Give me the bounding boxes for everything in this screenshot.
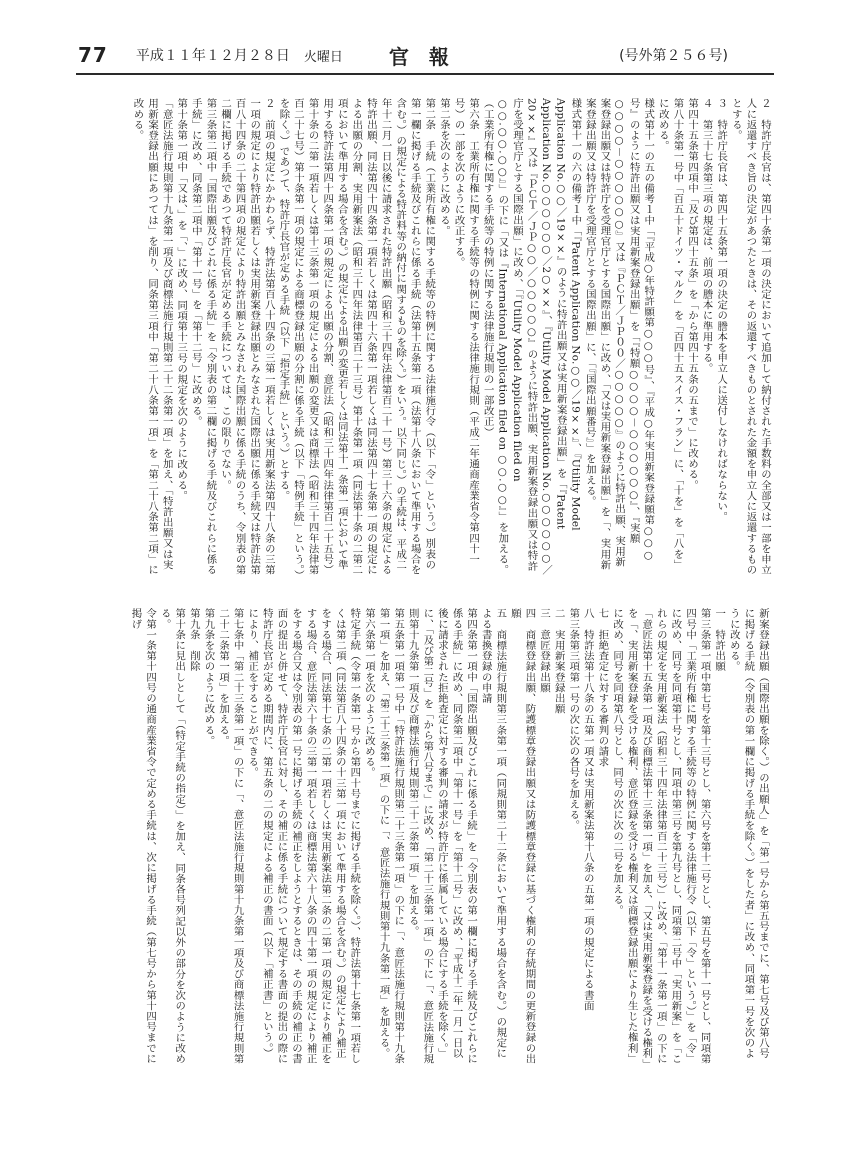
weekday: 火曜日	[303, 49, 343, 65]
header-rule	[76, 73, 774, 75]
page-number: 77	[78, 43, 108, 67]
issue-number: (号外第２５６号)	[619, 48, 728, 64]
publication-date: 平成１１年１２月２８日	[135, 48, 290, 64]
lower-text-block: 新案登録出願（国際出願を除く。）の出願人」を「第一号から第五号までに、第七号及び第八号に掲げる手続（令別表の第一欄に掲げる手続を除く。）をした者」に改め、同項第一号を次のように改める。 一 特許出願 第三条第一項中第七号を第十三号とし、第六号を第十二号とし、第五号を第十一号とし、同項第四号中「工業所有権に関する手続等の特例に関する法律施行令（以下「令」という。）」を「令」に改め、同号を同項第十号とし、同項中第三号を第九号とし、同項第二号中「実用新案」を「これらの規定を実用新案法（昭和三十四年法律第百二十三号）」に改め、「第十一条第一項」の下に「意匠法第十五条第一項及び商標法第十三条第一項」を加え、「又は実用新案登録を受ける権利」を「、実用新案登録を受ける権利、意匠登録を受ける権利又は商標登録出願により生じた権利」に改め、同号を同項第八号とし、同号の次に次の二号を加える。 七 拒絶査定に対する審判の請求 八 特許法第十八条の五第一項又は実用新案法第十八条の五第一項の規定による書面 第三条第三項第一号の次に次の各号を加える。 二 実用新案登録出願 三 意匠登録出願 四 商標登録出願、防護標章登録出願又は防護標章登録に基づく権利の存続期間の更新登録の出願 五 商標法施行規則第三条第一項（同規則第二十二条において準用する場合を含む。）の規定による書換登録の申請 第四条第一項中「国際出願及びこれに係る手続」を「令別表の第一欄に掲げる手続及びこれらに係る手続」に改め、同条第二項中「第十一号」を「第十二号」に改め、「平成十二年一月一日以後に請求された拒絶査定に対する審判の請求が特許庁に係属している場合にする手続を除く。」に、「及び第二号」を「から第八号まで」に改め、「第二十三条第一項」の下に「、意匠法施行規則第十九条第一項及び商標法施行規則第二十二条第一項」を加える。 第五条第一項第一号中「特許法施行規則第二十三条第一項」の下に「、意匠法施行規則第十九条第一項」を加え、「第二十三条第一項」の下に「、意匠法施行規則第十九条第一項」を加える。 第六条第一項を次のように改める。 特定手続（令第一条第一号から第四十号までに掲げる手続を除く。）、特許法第十七条第一項若しくは第二項（同法第百八十四条の十三第一項において準用する場合を含む。）の規定により補正をする場合、同法第十七条の二第一項若しくは実用新案法第二条の二第一項の規定により補正をする場合、意匠法第六十条の三第一項若しくは商標法第六十八条の四十第一項の規定により補正をする場合又は令別表の第一号に掲げる手続の補正をしようとするときは、その手続の補正の書面の提出と併せて、特許庁長官に対し、その補正に係る手続について規定する書面の提出の際に特許庁長官が定める期間内に、第五条の二の規定による補正の書面（以下「補正書」という。）により、補正をすることができる。 第七条中「第二十三条第一項」の下に「、意匠法施行規則第十九条第一項及び商標法施行規則第二十二条第一項」を加える。 第九条を次のように改める。 第九条 削除 第十条に見出しとして「（特定手続の指定）」を加え、同条各号列記以外の部分を次のように改める。 令第一条第十四号の通商産業省令で定める手続は、次に掲げる手続（第七号から第十四号までに掲げ	[129, 608, 769, 1064]
upper-text-block: ２ 特許庁長官は、第四十条第一項の決定において追加して納付された手数料の全部又は一部を申立人に返還すべき旨の決定があつたときは、その返還すべきものとされた金額を申立人に返還するものとする。 ３ 特許庁長官は、第四十五条第一項の決定の謄本を申立人に送付しなければならない。 ４ 第三十七条第三項の規定は、前項の謄本に準用する。 第四十五条第四項中「及び第四十五条」を「から第四十五条の五まで」に改める。 第八十条第一号中「百五十ドイツ・マルク」を「百四十五スイス・フラン」に、「十を」を「八を」に改める。 様式第十一の五の備考１中「『平成○年特許願第○○○号』、『平成○年実用新案登録願第○○○号』のように特許出願又は実用新案登録出願」を「『特願○○○○－○○○○○○』、『実願○○○○－○○○○○○』又は『ＰＣＴ／ＪＰ００／○○○○○』のように特許出願、実用新案登録出願又は特許庁を受理官庁とする国際出願」に改め、「又は実用新案登録出願」を「、実用新案登録出願又は特許庁を受理官庁とする国際出願」に、「『国際出願番号』」を加える。 様式第十一の六の備考１中「『Patent Application No.○○／19××』、『Utility Model Application No.○○／19××』のように特許出願又は実用新案登録出願」を「『Patent Application No.○○○○○○／2○××』、『Utility Model Application No.○○○○○○／20××』又は『ＰＣＴ／ＪＰ○○／○○○○○』のように特許出願、実用新案登録出願又は特許庁を受理官庁とする国際出願」に改め、「『Utility Model Application filed on ○○.○○.○○』」の下に「又は『International Application filed on ○○.○○』」を加える。 （工業所有権に関する手続等の特例に関する法律施行規則の一部改正） 第六条 工業所有権に関する手続等の特例に関する法律施行規則（平成二年通商産業省令第四十一号）の一部を次のように改正する。 第二条を次のように改める。 第二条 手続（工業所有権に関する手続等の特例に関する法律施行令（以下「令」という。）別表の第一欄に掲げる手続及びこれらに係る手続（法第十五条第一項（法第十八条において準用する場合を含む。）の規定による特許料等の納付に関するものを除く。）をいう。以下同じ。）の手続は、平成二年十二月一日以後に請求された特許出願（昭和三十四年法律第百二十一号）第三十六条の規定による特許出願、同法第四十四条第一項若しくは第四十六条第一項若しくは同法第四十七条第一項の規定による出願の分割、実用新案法（昭和三十四年法律第百二十三号）第十条第一項（同法第十条の二第二項において準用する場合を含む。）の規定による出願の変更若しくは同法第十一条第一項において準用する特許法第四十四条第一項の規定による出願の分割、意匠法（昭和三十四年法律第百二十五号）第十条の二第一項若しくは第十三条第一項の規定による出願の変更又は商標法（昭和三十四年法律第百二十七号）第十条第一項の規定による商標登録出願の分割に係る手続（以下「特例手続」という。）を除く。）であつて、特許庁長官が定める手続（以下「指定手続」という。）とする。 ２ 前項の規定にかかわらず、特許法第百八十四条の三第一項若しくは実用新案法第四十八条の三第一項の規定により特許出願若しくは実用新案登録出願とみなされた国際出願に係る手続又は特許法第百八十四条の二十第四項の規定により特許出願とみなされた国際出願に係る手続のうち、令別表の第二欄に掲げる手続であつて特許庁長官が定める手続については、この限りでない。 第三条第二項中「国際出願及びこれに係る手続」を「令別表の第二欄に掲げる手続及びこれらに係る手続」に改め、同条第二項中「第十一号」を「第十二号」に改める。 第十条第一項中「又は、」を「、」に改め、同項第十三号の規定を次のように改める。 「意匠法施行規則第十九条第一項及び商標法施行規則第二十二条第一項」を加え、「特許出願又は実用新案登録出願にあつては」を削り、同条第三項中「第二十八条第一項」を「第二十八条第二項」に改める。	[131, 98, 771, 576]
page-header	[78, 38, 728, 72]
masthead-title: 官報	[388, 44, 469, 69]
